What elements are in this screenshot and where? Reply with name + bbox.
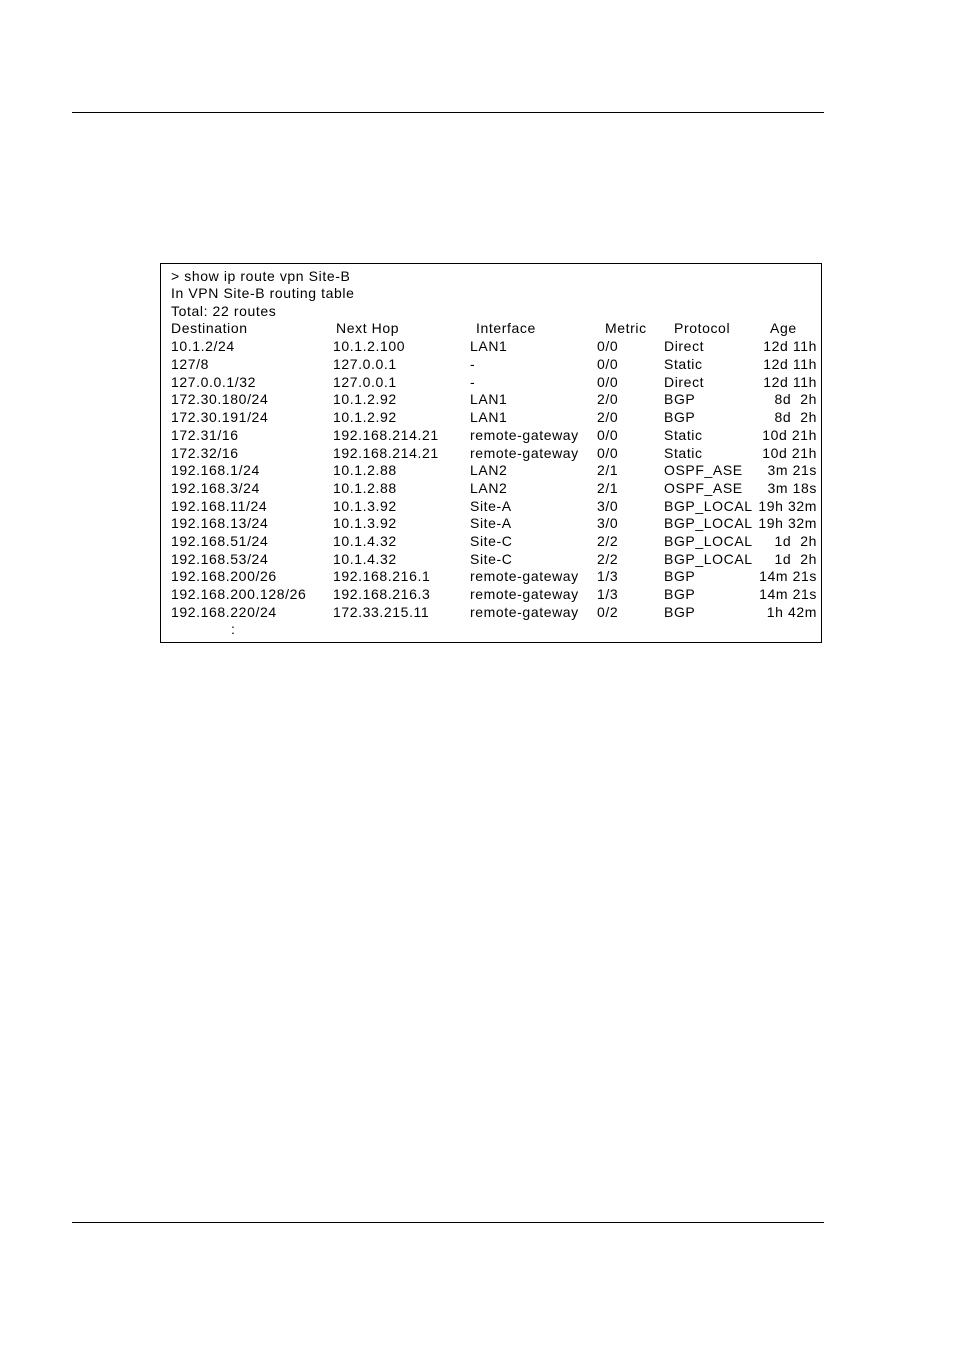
table-title: In VPN Site-B routing table [171,285,355,301]
route-metric: 3/0 [597,515,619,531]
route-metric: 2/1 [597,480,619,496]
table-row [161,409,821,426]
continuation-prompt: : [231,621,236,637]
route-next-hop: 127.0.0.1 [333,356,397,372]
route-metric: 2/2 [597,551,619,567]
route-metric: 2/0 [597,409,619,425]
table-row [161,604,821,621]
table-row [161,586,821,603]
route-destination: 192.168.220/24 [171,604,277,620]
table-row [161,533,821,550]
route-age: 10d 21h [762,445,817,461]
route-interface: Site-A [470,498,512,514]
table-row [161,356,821,373]
route-destination: 127.0.0.1/32 [171,374,257,390]
route-age: 19h 32m [758,515,817,531]
route-interface: remote-gateway [470,445,579,461]
route-destination: 192.168.1/24 [171,462,260,478]
header-interface: Interface [476,320,536,336]
route-interface: remote-gateway [470,568,579,584]
route-metric: 2/0 [597,391,619,407]
route-age: 12d 11h [763,356,817,372]
route-age: 14m 21s [759,586,817,602]
route-age: 12d 11h [763,374,817,390]
table-row [161,462,821,479]
route-metric: 0/0 [597,427,619,443]
route-destination: 172.30.180/24 [171,391,269,407]
route-interface: - [470,356,476,372]
route-next-hop: 127.0.0.1 [333,374,397,390]
route-metric: 1/3 [597,586,619,602]
table-row [161,427,821,444]
route-metric: 0/0 [597,356,619,372]
route-protocol: BGP [664,604,696,620]
route-next-hop: 10.1.2.88 [333,462,397,478]
route-interface: remote-gateway [470,586,579,602]
route-destination: 192.168.200.128/26 [171,586,307,602]
route-interface: remote-gateway [470,427,579,443]
route-next-hop: 10.1.2.88 [333,480,397,496]
route-metric: 2/2 [597,533,619,549]
route-protocol: OSPF_ASE [664,462,743,478]
route-protocol: OSPF_ASE [664,480,743,496]
route-interface: LAN2 [470,462,508,478]
route-age: 1h 42m [766,604,817,620]
table-row [161,338,821,355]
route-metric: 1/3 [597,568,619,584]
table-header-row [161,320,821,337]
route-destination: 192.168.3/24 [171,480,260,496]
route-next-hop: 10.1.4.32 [333,551,397,567]
route-protocol: Direct [664,374,705,390]
header-protocol: Protocol [674,320,731,336]
route-destination: 10.1.2/24 [171,338,235,354]
route-interface: - [470,374,476,390]
route-interface: remote-gateway [470,604,579,620]
route-next-hop: 10.1.2.92 [333,409,397,425]
route-protocol: BGP_LOCAL [664,515,753,531]
route-interface: Site-A [470,515,512,531]
route-next-hop: 10.1.3.92 [333,498,397,514]
route-next-hop: 192.168.214.21 [333,427,439,443]
route-next-hop: 10.1.3.92 [333,515,397,531]
route-age: 1d 2h [774,533,817,549]
route-next-hop: 192.168.214.21 [333,445,439,461]
route-protocol: Direct [664,338,705,354]
table-row [161,515,821,532]
route-destination: 172.31/16 [171,427,239,443]
route-age: 12d 11h [763,338,817,354]
route-age: 8d 2h [774,391,817,407]
route-protocol: BGP [664,391,696,407]
route-destination: 192.168.13/24 [171,515,269,531]
route-protocol: BGP_LOCAL [664,551,753,567]
route-protocol: BGP_LOCAL [664,533,753,549]
header-metric: Metric [605,320,647,336]
route-age: 19h 32m [758,498,817,514]
route-interface: LAN1 [470,391,508,407]
route-interface: LAN1 [470,338,508,354]
route-interface: Site-C [470,533,513,549]
route-age: 3m 21s [767,462,817,478]
route-next-hop: 10.1.2.100 [333,338,406,354]
header-next-hop: Next Hop [336,320,400,336]
route-destination: 192.168.53/24 [171,551,269,567]
route-next-hop: 10.1.4.32 [333,533,397,549]
table-row [161,551,821,568]
total-routes: Total: 22 routes [171,303,277,319]
route-metric: 0/0 [597,374,619,390]
route-destination: 127/8 [171,356,210,372]
route-destination: 192.168.51/24 [171,533,269,549]
route-destination: 172.32/16 [171,445,239,461]
table-row [161,374,821,391]
header-age: Age [770,320,797,336]
route-metric: 0/0 [597,445,619,461]
route-interface: Site-C [470,551,513,567]
route-protocol: Static [664,356,703,372]
route-protocol: BGP [664,586,696,602]
route-metric: 3/0 [597,498,619,514]
route-destination: 192.168.11/24 [171,498,268,514]
table-row [161,568,821,585]
route-metric: 0/2 [597,604,619,620]
route-destination: 172.30.191/24 [171,409,269,425]
route-next-hop: 192.168.216.3 [333,586,431,602]
footer-rule [72,1222,824,1223]
route-protocol: Static [664,427,703,443]
route-destination: 192.168.200/26 [171,568,277,584]
table-row [161,445,821,462]
route-age: 8d 2h [774,409,817,425]
route-next-hop: 10.1.2.92 [333,391,397,407]
route-metric: 2/1 [597,462,619,478]
header-rule [72,112,824,113]
route-interface: LAN2 [470,480,508,496]
route-age: 3m 18s [767,480,817,496]
route-protocol: BGP_LOCAL [664,498,753,514]
console-output-box [160,263,822,643]
table-row [161,391,821,408]
route-age: 1d 2h [774,551,817,567]
route-age: 14m 21s [759,568,817,584]
route-interface: LAN1 [470,409,508,425]
route-protocol: Static [664,445,703,461]
table-row [161,498,821,515]
route-protocol: BGP [664,409,696,425]
route-next-hop: 192.168.216.1 [333,568,431,584]
table-row [161,480,821,497]
continuation-row [161,621,821,638]
route-protocol: BGP [664,568,696,584]
command-line: > show ip route vpn Site-B [171,268,351,284]
route-age: 10d 21h [762,427,817,443]
header-destination: Destination [171,320,248,336]
route-next-hop: 172.33.215.11 [333,604,430,620]
route-metric: 0/0 [597,338,619,354]
